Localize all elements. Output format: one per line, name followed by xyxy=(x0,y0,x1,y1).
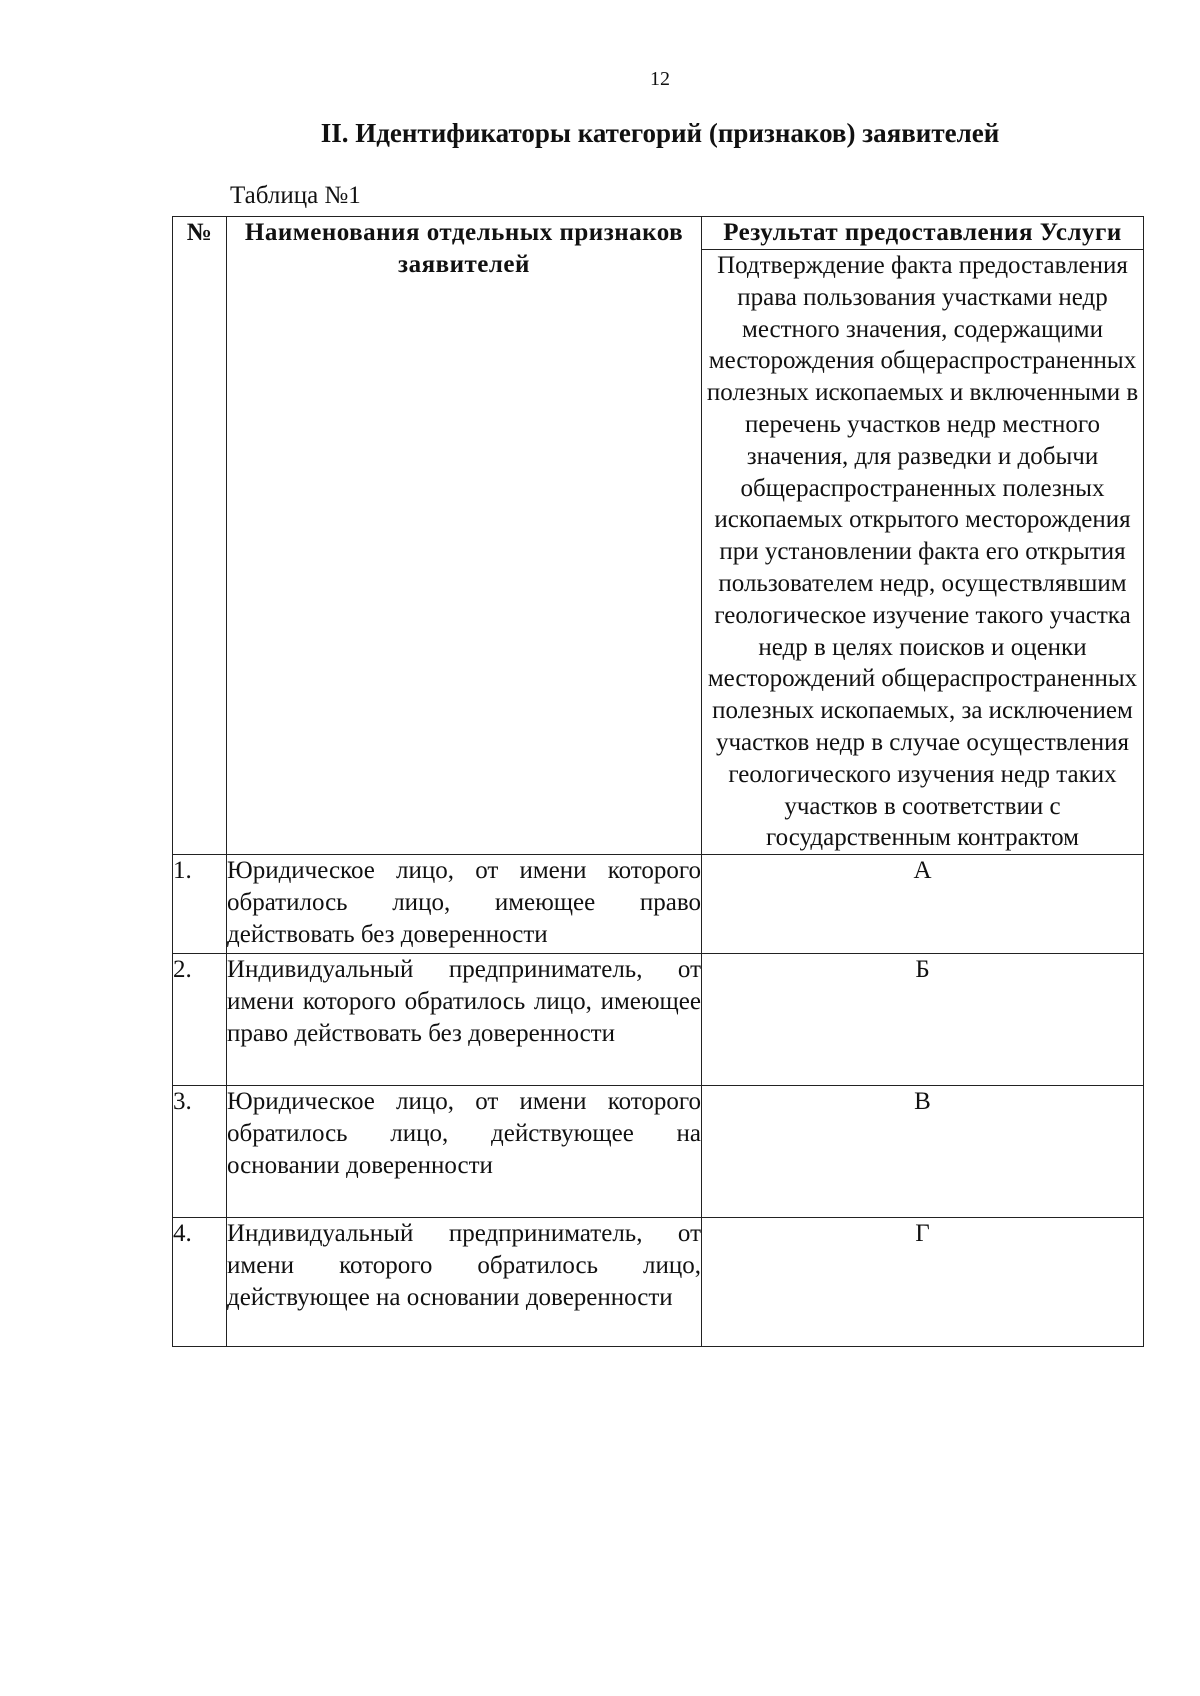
section-title: II. Идентификаторы категорий (признаков) заявителей xyxy=(320,118,1000,148)
header-applicant-attributes: Наименования отдельных признаков заявителей xyxy=(227,217,702,855)
row-number: 4. xyxy=(173,1218,227,1347)
row-number: 1. xyxy=(173,855,227,954)
row-applicant-attribute: Юридическое лицо, от имени которого обратилось лицо, действующее на основании доверенности xyxy=(227,1086,702,1218)
table-header-row xyxy=(173,217,1144,250)
row-applicant-attribute: Индивидуальный предприниматель, от имени которого обратилось лицо, имеющее право действовать без доверенности xyxy=(227,954,702,1086)
page-number: 12 xyxy=(650,68,670,90)
applicant-categories-table xyxy=(172,216,1144,1347)
table-caption: Таблица №1 xyxy=(230,182,361,209)
table-row xyxy=(173,855,1144,954)
service-result-description: Подтверждение факта предоставления права пользования участками недр местного значения, содержащими месторождения общераспространенных полезных ископаемых и включенными в перечень участков недр местного значения, для разведки и добычи общераспространенных полезных ископаемых открытого месторождения при установлении факта его открытия пользователем недр, осуществлявшим геологическое изучение такого участка недр в целях поисков и оценки месторождений общераспространенных полезных ископаемых, за исключением участков недр в случае осуществления геологического изучения недр таких участков в соответствии с государственным контрактом xyxy=(702,250,1144,855)
header-service-result: Результат предоставления Услуги xyxy=(702,217,1144,250)
row-result-code: Б xyxy=(702,954,1144,1086)
row-applicant-attribute: Юридическое лицо, от имени которого обратилось лицо, имеющее право действовать без доверенности xyxy=(227,855,702,954)
table-row xyxy=(173,1086,1144,1218)
table-row xyxy=(173,1218,1144,1347)
row-applicant-attribute: Индивидуальный предприниматель, от имени которого обратилось лицо, действующее на основании доверенности xyxy=(227,1218,702,1347)
table-row xyxy=(173,954,1144,1086)
row-number: 3. xyxy=(173,1086,227,1218)
header-number: № xyxy=(173,217,227,855)
row-result-code: Г xyxy=(702,1218,1144,1347)
row-result-code: В xyxy=(702,1086,1144,1218)
row-number: 2. xyxy=(173,954,227,1086)
row-result-code: А xyxy=(702,855,1144,954)
